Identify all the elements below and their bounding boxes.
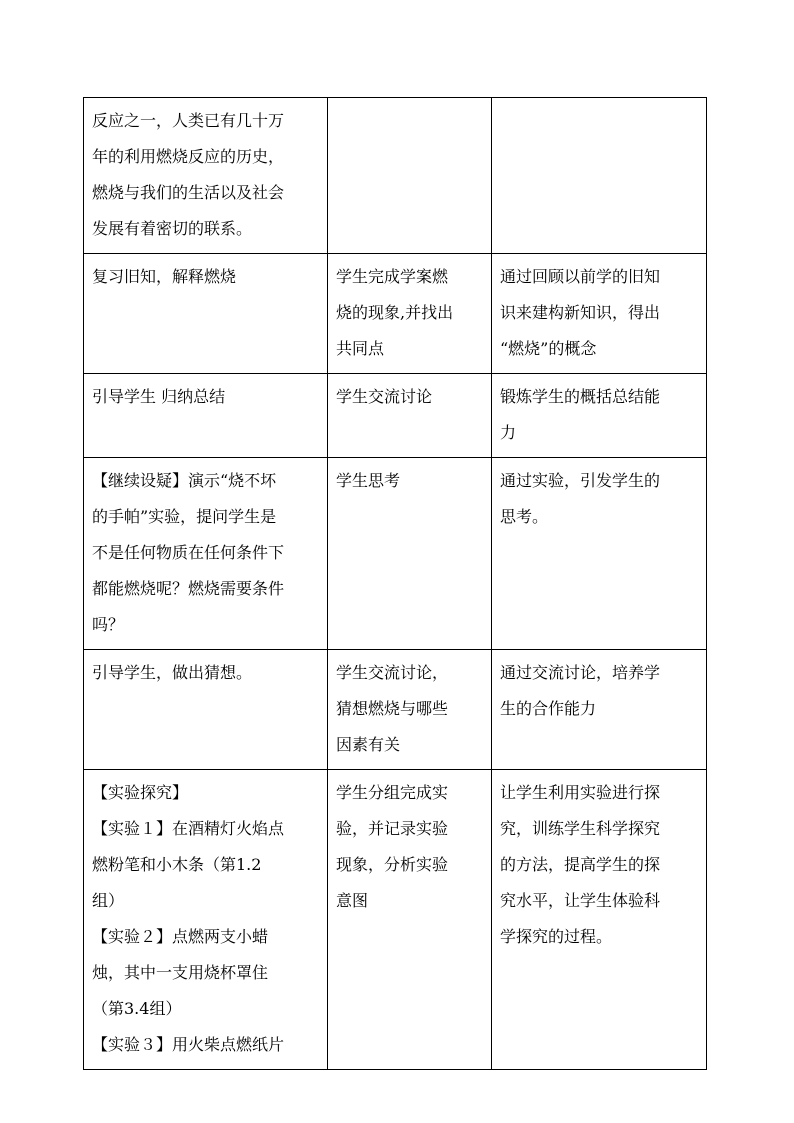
cell-text-line: 生的合作能力	[500, 699, 597, 718]
lesson-plan-table	[83, 97, 707, 1070]
table-row	[84, 374, 707, 458]
cell-text-line: 烧的现象,并找出	[336, 303, 454, 322]
cell-text-line: 燃烧与我们的生活以及社会	[92, 183, 285, 202]
cell-text-line: 都能燃烧呢？燃烧需要条件	[92, 579, 285, 598]
design-intent-cell	[492, 254, 707, 374]
cell-text-line: 的手帕”实验，提问学生是	[92, 507, 277, 526]
cell-text-line: 不是任何物质在任何条件下	[92, 543, 285, 562]
cell-text-line: 识来建构新知识，得出	[500, 303, 661, 322]
cell-text-line: 【继续设疑】演示“烧不坏	[92, 471, 277, 490]
cell-text-line: 【实验探究】	[92, 783, 189, 802]
cell-text-line: 验，并记录实验	[336, 819, 449, 838]
cell-text-line: 力	[500, 423, 517, 442]
cell-text-line: 学生分组完成实	[336, 783, 449, 802]
teacher-activity-cell	[84, 98, 328, 254]
cell-text-line: 烛，其中一支用烧杯罩住	[92, 963, 269, 982]
teacher-activity-cell	[84, 374, 328, 458]
cell-text-line: 复习旧知，解释燃烧	[92, 267, 237, 286]
cell-text-line: 的方法，提高学生的探	[500, 855, 661, 874]
teacher-activity-cell	[84, 650, 328, 770]
cell-text-line: 猜想燃烧与哪些	[336, 699, 449, 718]
design-intent-cell	[492, 650, 707, 770]
teacher-activity-cell	[84, 254, 328, 374]
cell-text-line: 学探究的过程。	[500, 927, 613, 946]
cell-text-line: （第3.4组）	[92, 999, 182, 1018]
cell-text-line: 究水平，让学生体验科	[500, 891, 661, 910]
cell-text-line: 意图	[336, 891, 369, 910]
cell-text-line: 学生交流讨论	[336, 387, 433, 406]
cell-text-line: 通过交流讨论，培养学	[500, 663, 661, 682]
cell-text-line: 吗？	[92, 615, 125, 634]
table-row	[84, 770, 707, 1070]
student-activity-cell	[328, 650, 492, 770]
cell-text-line: 思考。	[500, 507, 549, 526]
design-intent-cell	[492, 374, 707, 458]
student-activity-cell	[328, 374, 492, 458]
cell-text-line: 【实验１】在酒精灯火焰点	[92, 819, 285, 838]
cell-text-line: 学生交流讨论，	[336, 663, 449, 682]
cell-text-line: 年的利用燃烧反应的历史，	[92, 147, 285, 166]
cell-text-line: “燃烧”的概念	[500, 339, 597, 358]
cell-text-line: 现象，分析实验	[336, 855, 449, 874]
cell-text-line: 发展有着密切的联系。	[92, 219, 253, 238]
cell-text-line: 组）	[92, 891, 125, 910]
cell-text-line: 引导学生 归纳总结	[92, 387, 226, 406]
cell-text-line: 通过实验，引发学生的	[500, 471, 661, 490]
student-activity-cell	[328, 458, 492, 650]
cell-text-line: 锻炼学生的概括总结能	[500, 387, 661, 406]
table-row	[84, 458, 707, 650]
design-intent-cell	[492, 770, 707, 1070]
student-activity-cell	[328, 254, 492, 374]
table-row	[84, 98, 707, 254]
teacher-activity-cell	[84, 770, 328, 1070]
cell-text-line: 【实验２】点燃两支小蜡	[92, 927, 269, 946]
teacher-activity-cell	[84, 458, 328, 650]
student-activity-cell	[328, 770, 492, 1070]
student-activity-cell	[328, 98, 492, 254]
design-intent-cell	[492, 98, 707, 254]
cell-text-line: 学生完成学案燃	[336, 267, 449, 286]
cell-text-line: 引导学生，做出猜想。	[92, 663, 253, 682]
cell-text-line: 通过回顾以前学的旧知	[500, 267, 661, 286]
table-row	[84, 650, 707, 770]
cell-text-line: 燃粉笔和小木条（第1.2	[92, 855, 262, 874]
design-intent-cell	[492, 458, 707, 650]
cell-text-line: 学生思考	[336, 471, 401, 490]
cell-text-line: 让学生利用实验进行探	[500, 783, 661, 802]
cell-text-line: 反应之一，人类已有几十万	[92, 111, 285, 130]
cell-text-line: 究，训练学生科学探究	[500, 819, 661, 838]
cell-text-line: 共同点	[336, 339, 385, 358]
table-row	[84, 254, 707, 374]
cell-text-line: 【实验３】用火柴点燃纸片	[92, 1035, 285, 1054]
cell-text-line: 因素有关	[336, 735, 401, 754]
